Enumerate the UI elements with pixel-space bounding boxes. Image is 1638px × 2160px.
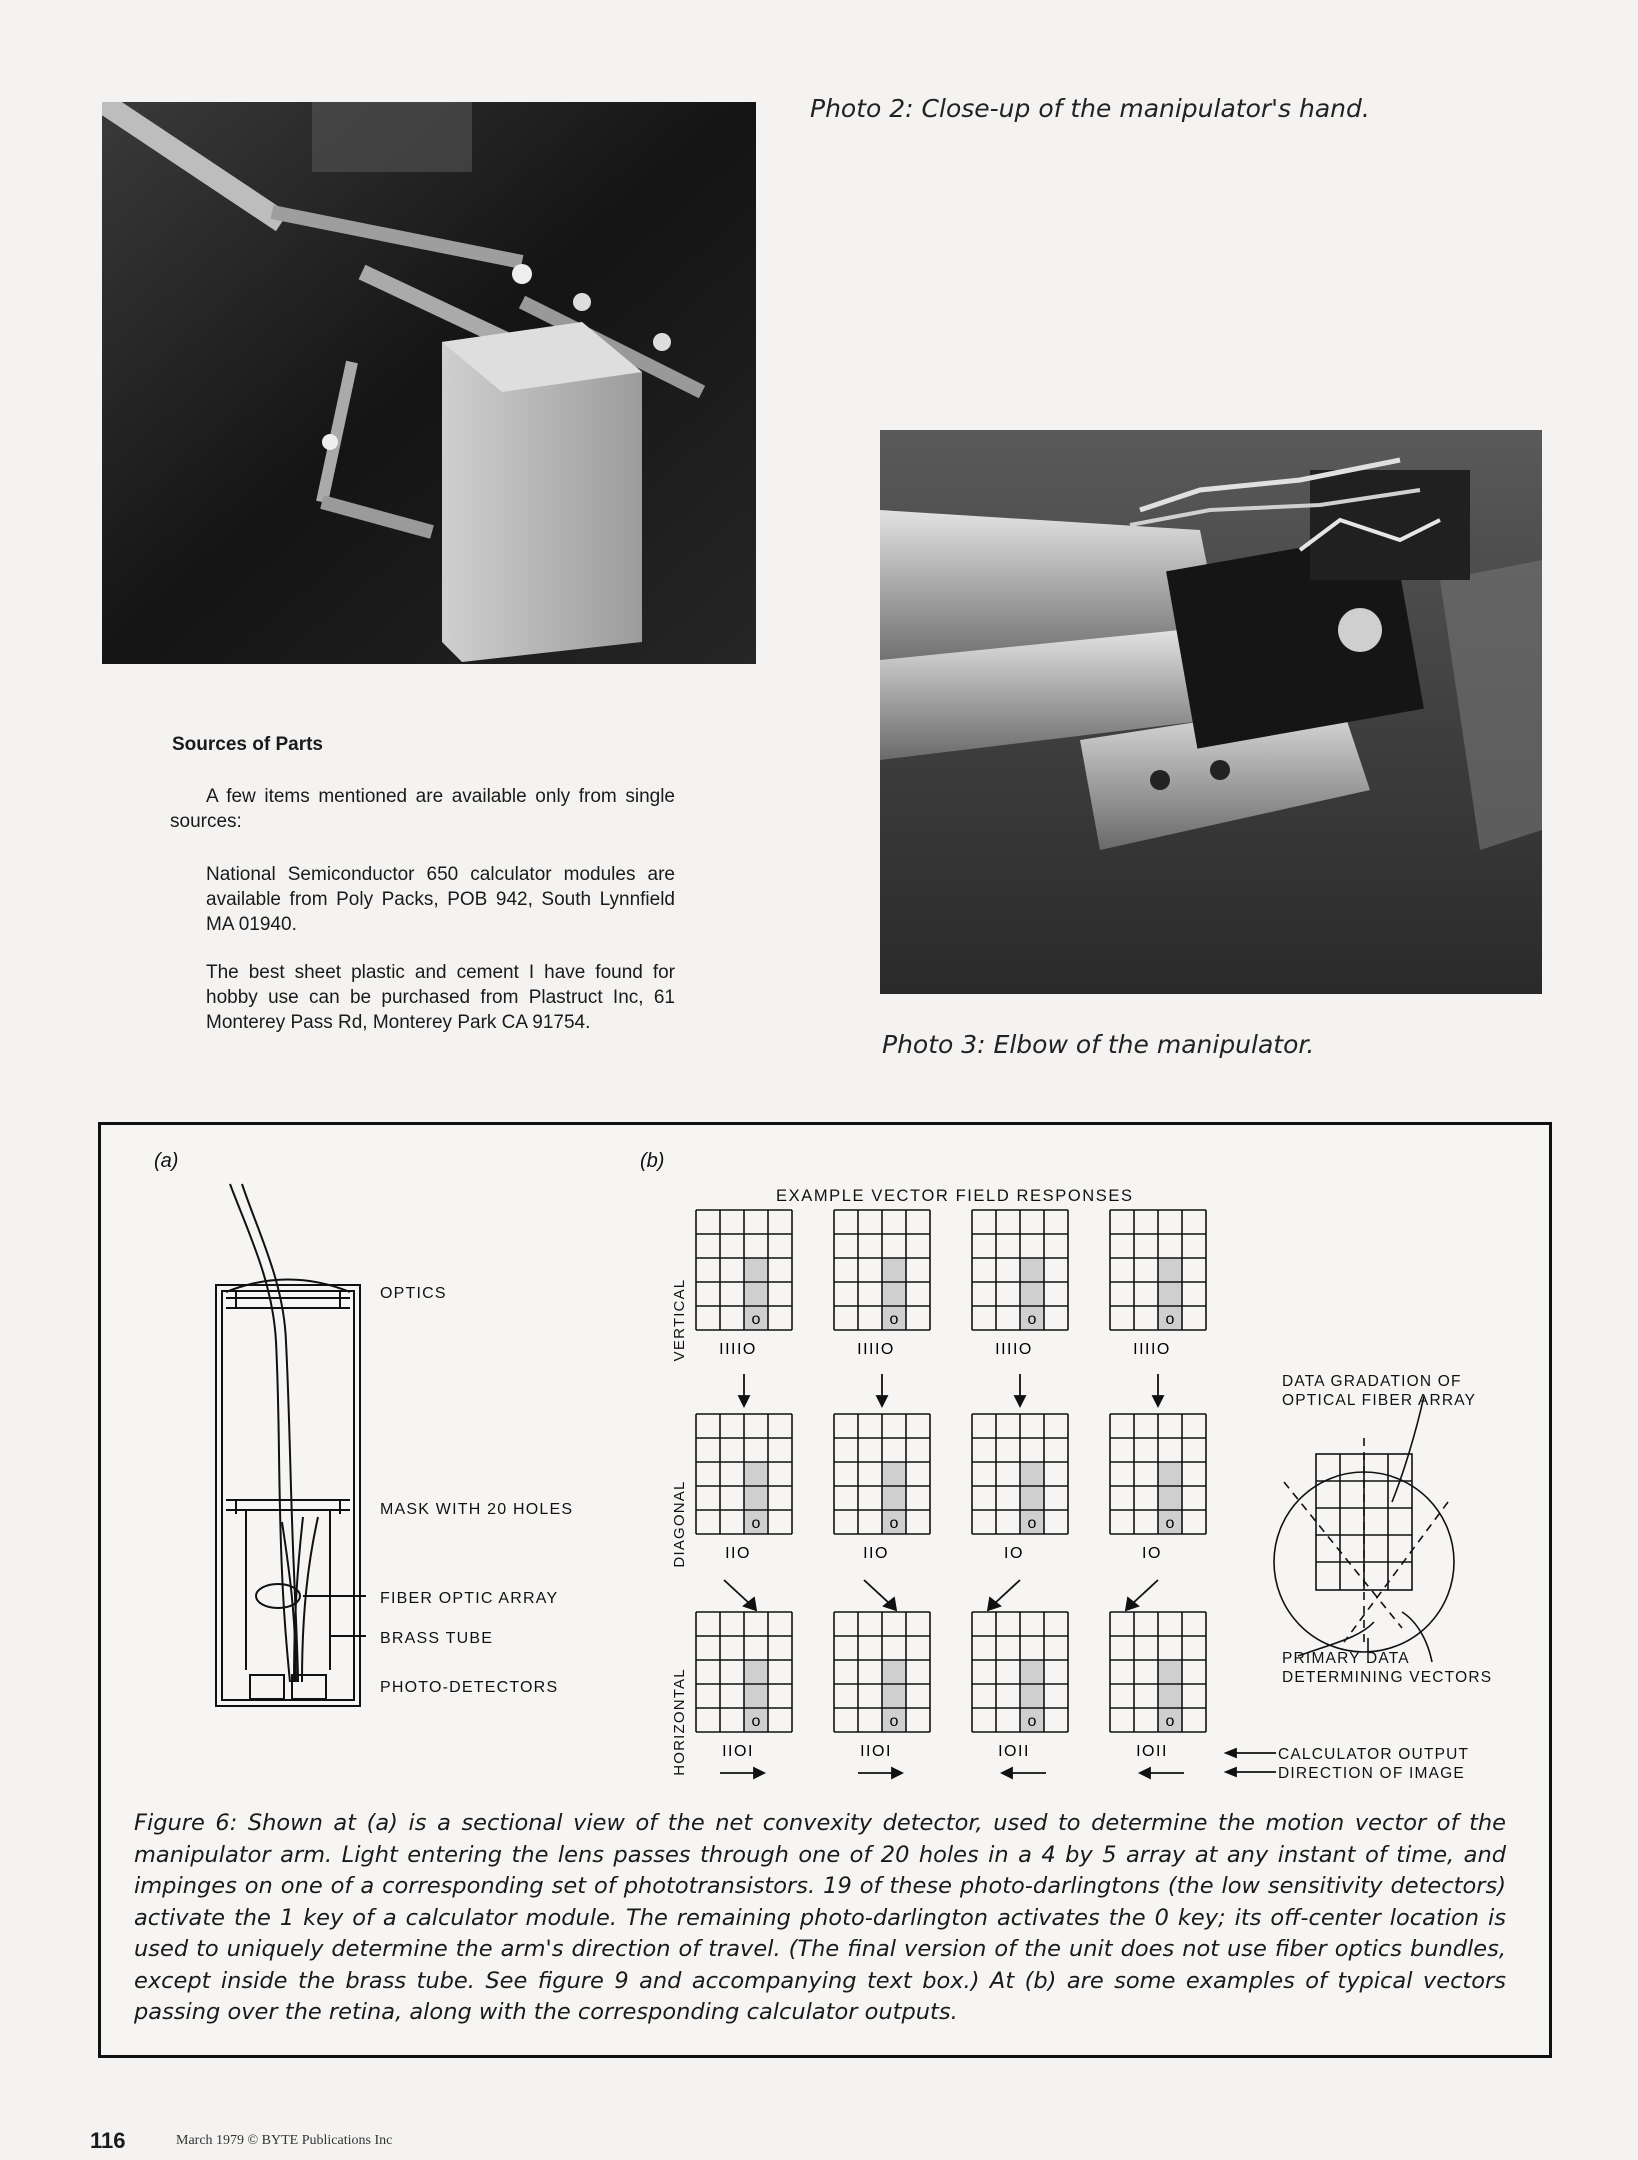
manipulator-hand-photo	[102, 102, 756, 664]
figure-6-diagram	[98, 1122, 1546, 1822]
grid-hole-marker: o	[1165, 1713, 1175, 1730]
vector-grid-diagonal-3	[972, 1414, 1068, 1562]
calculator-output-vertical-1: IIIIO	[719, 1341, 757, 1358]
manipulator-elbow-illustration	[880, 430, 1542, 994]
label-mask: MASK WITH 20 HOLES	[380, 1501, 574, 1518]
label-optics: OPTICS	[380, 1285, 447, 1302]
data-gradation-line-1: DATA GRADATION OF	[1282, 1373, 1462, 1390]
calculator-output-horizontal-3: IOII	[998, 1743, 1030, 1760]
vector-grid-vertical-2	[834, 1210, 930, 1358]
manipulator-elbow-photo	[880, 430, 1542, 994]
grid-hole-marker: o	[1027, 1311, 1037, 1328]
row-label-vertical: VERTICAL	[671, 1278, 688, 1362]
optical-fiber-array-diagram	[1274, 1396, 1454, 1662]
label-photo-detectors: PHOTO-DETECTORS	[380, 1679, 559, 1696]
grid-hole-marker: o	[751, 1311, 761, 1328]
calculator-output-diagonal-3: IO	[1004, 1545, 1024, 1562]
row-label-diagonal: DIAGONAL	[671, 1480, 688, 1568]
data-gradation-line-2: OPTICAL FIBER ARRAY	[1282, 1392, 1477, 1409]
manipulator-hand-illustration	[102, 102, 756, 664]
calculator-output-diagonal-1: IIO	[725, 1545, 751, 1562]
sources-item-plastruct: The best sheet plastic and cement I have found for hobby use can be purchased from Plastruct Inc, 61 Monterey Pass Rd, Monterey Park CA 91754.	[206, 962, 675, 1033]
figure-6-caption: Figure 6: Shown at (a) is a sectional view of the net convexity detector, used to determine the motion vector of the manipulator arm. Light entering the lens passes through one of 20 holes in a 4 by 5 array at any instant of time, and impinges on one of a corresponding set of phototransistors. 19 of these photo-darlingtons (the low sensitivity detectors) activate the 1 key of a calculator module. The remaining photo-darlington activates the 0 key; its off-center location is used to uniquely determine the arm's direction of travel. (The final version of the unit does not use fiber optics bundles, except inside the brass tube. See figure 9 and accompanying text box.) At (b) are some examples of typical vectors passing over the retina, along with the corresponding calculator outputs.	[134, 1810, 1506, 2025]
grid-hole-marker: o	[1165, 1515, 1175, 1532]
grid-hole-marker: o	[751, 1713, 761, 1730]
grid-hole-marker: o	[1165, 1311, 1175, 1328]
grid-hole-marker: o	[751, 1515, 761, 1532]
vector-grid-horizontal-3	[972, 1612, 1068, 1760]
transition-arrows	[720, 1374, 1276, 1778]
calculator-output-horizontal-4: IOII	[1136, 1743, 1168, 1760]
label-a: (a)	[154, 1150, 179, 1172]
page-number: 116	[90, 2128, 126, 2153]
grid-hole-marker: o	[889, 1311, 899, 1328]
sources-item-polypacks: National Semiconductor 650 calculator modules are available from Poly Packs, POB 942, South Lynnfield MA 01940.	[206, 864, 675, 935]
calculator-output-diagonal-2: IIO	[863, 1545, 889, 1562]
vector-grid-diagonal-1	[696, 1414, 792, 1562]
vector-grid-horizontal-2	[834, 1612, 930, 1760]
vector-heading: EXAMPLE VECTOR FIELD RESPONSES	[776, 1187, 1134, 1205]
primary-data-line-1: PRIMARY DATA	[1282, 1650, 1410, 1667]
vector-grid-vertical-1	[696, 1210, 792, 1358]
sources-intro: A few items mentioned are available only from single sources:	[170, 786, 675, 832]
calculator-output-vertical-4: IIIIO	[1133, 1341, 1171, 1358]
vector-grid-vertical-3	[972, 1210, 1068, 1358]
publication-credit: March 1979 © BYTE Publications Inc	[176, 2133, 393, 2148]
photo2-caption: Photo 2: Close-up of the manipulator's hand.	[810, 94, 1370, 123]
photo3-caption: Photo 3: Elbow of the manipulator.	[882, 1030, 1315, 1059]
grid-hole-marker: o	[889, 1515, 899, 1532]
row-label-horizontal: HORIZONTAL	[671, 1668, 688, 1776]
legend-direction-of-image: DIRECTION OF IMAGE	[1278, 1765, 1465, 1782]
detector-section-view	[216, 1184, 366, 1706]
calculator-output-vertical-3: IIIIO	[995, 1341, 1033, 1358]
label-brass-tube: BRASS TUBE	[380, 1630, 494, 1647]
calculator-output-horizontal-1: IIOI	[722, 1743, 754, 1760]
primary-data-line-2: DETERMINING VECTORS	[1282, 1669, 1493, 1686]
vector-grid-vertical-4	[1110, 1210, 1206, 1358]
label-fiber-array: FIBER OPTIC ARRAY	[380, 1590, 559, 1607]
calculator-output-diagonal-4: IO	[1142, 1545, 1162, 1562]
sources-title: Sources of Parts	[172, 734, 323, 755]
calculator-output-vertical-2: IIIIO	[857, 1341, 895, 1358]
vector-grid-horizontal-4	[1110, 1612, 1206, 1760]
vector-grid-diagonal-2	[834, 1414, 930, 1562]
legend-calculator-output: CALCULATOR OUTPUT	[1278, 1746, 1470, 1763]
vector-grid-diagonal-4	[1110, 1414, 1206, 1562]
calculator-output-horizontal-2: IIOI	[860, 1743, 892, 1760]
grid-hole-marker: o	[1027, 1515, 1037, 1532]
vector-grid-horizontal-1	[696, 1612, 792, 1760]
label-b: (b)	[640, 1150, 665, 1172]
vector-grids	[696, 1210, 1206, 1760]
grid-hole-marker: o	[1027, 1713, 1037, 1730]
grid-hole-marker: o	[889, 1713, 899, 1730]
